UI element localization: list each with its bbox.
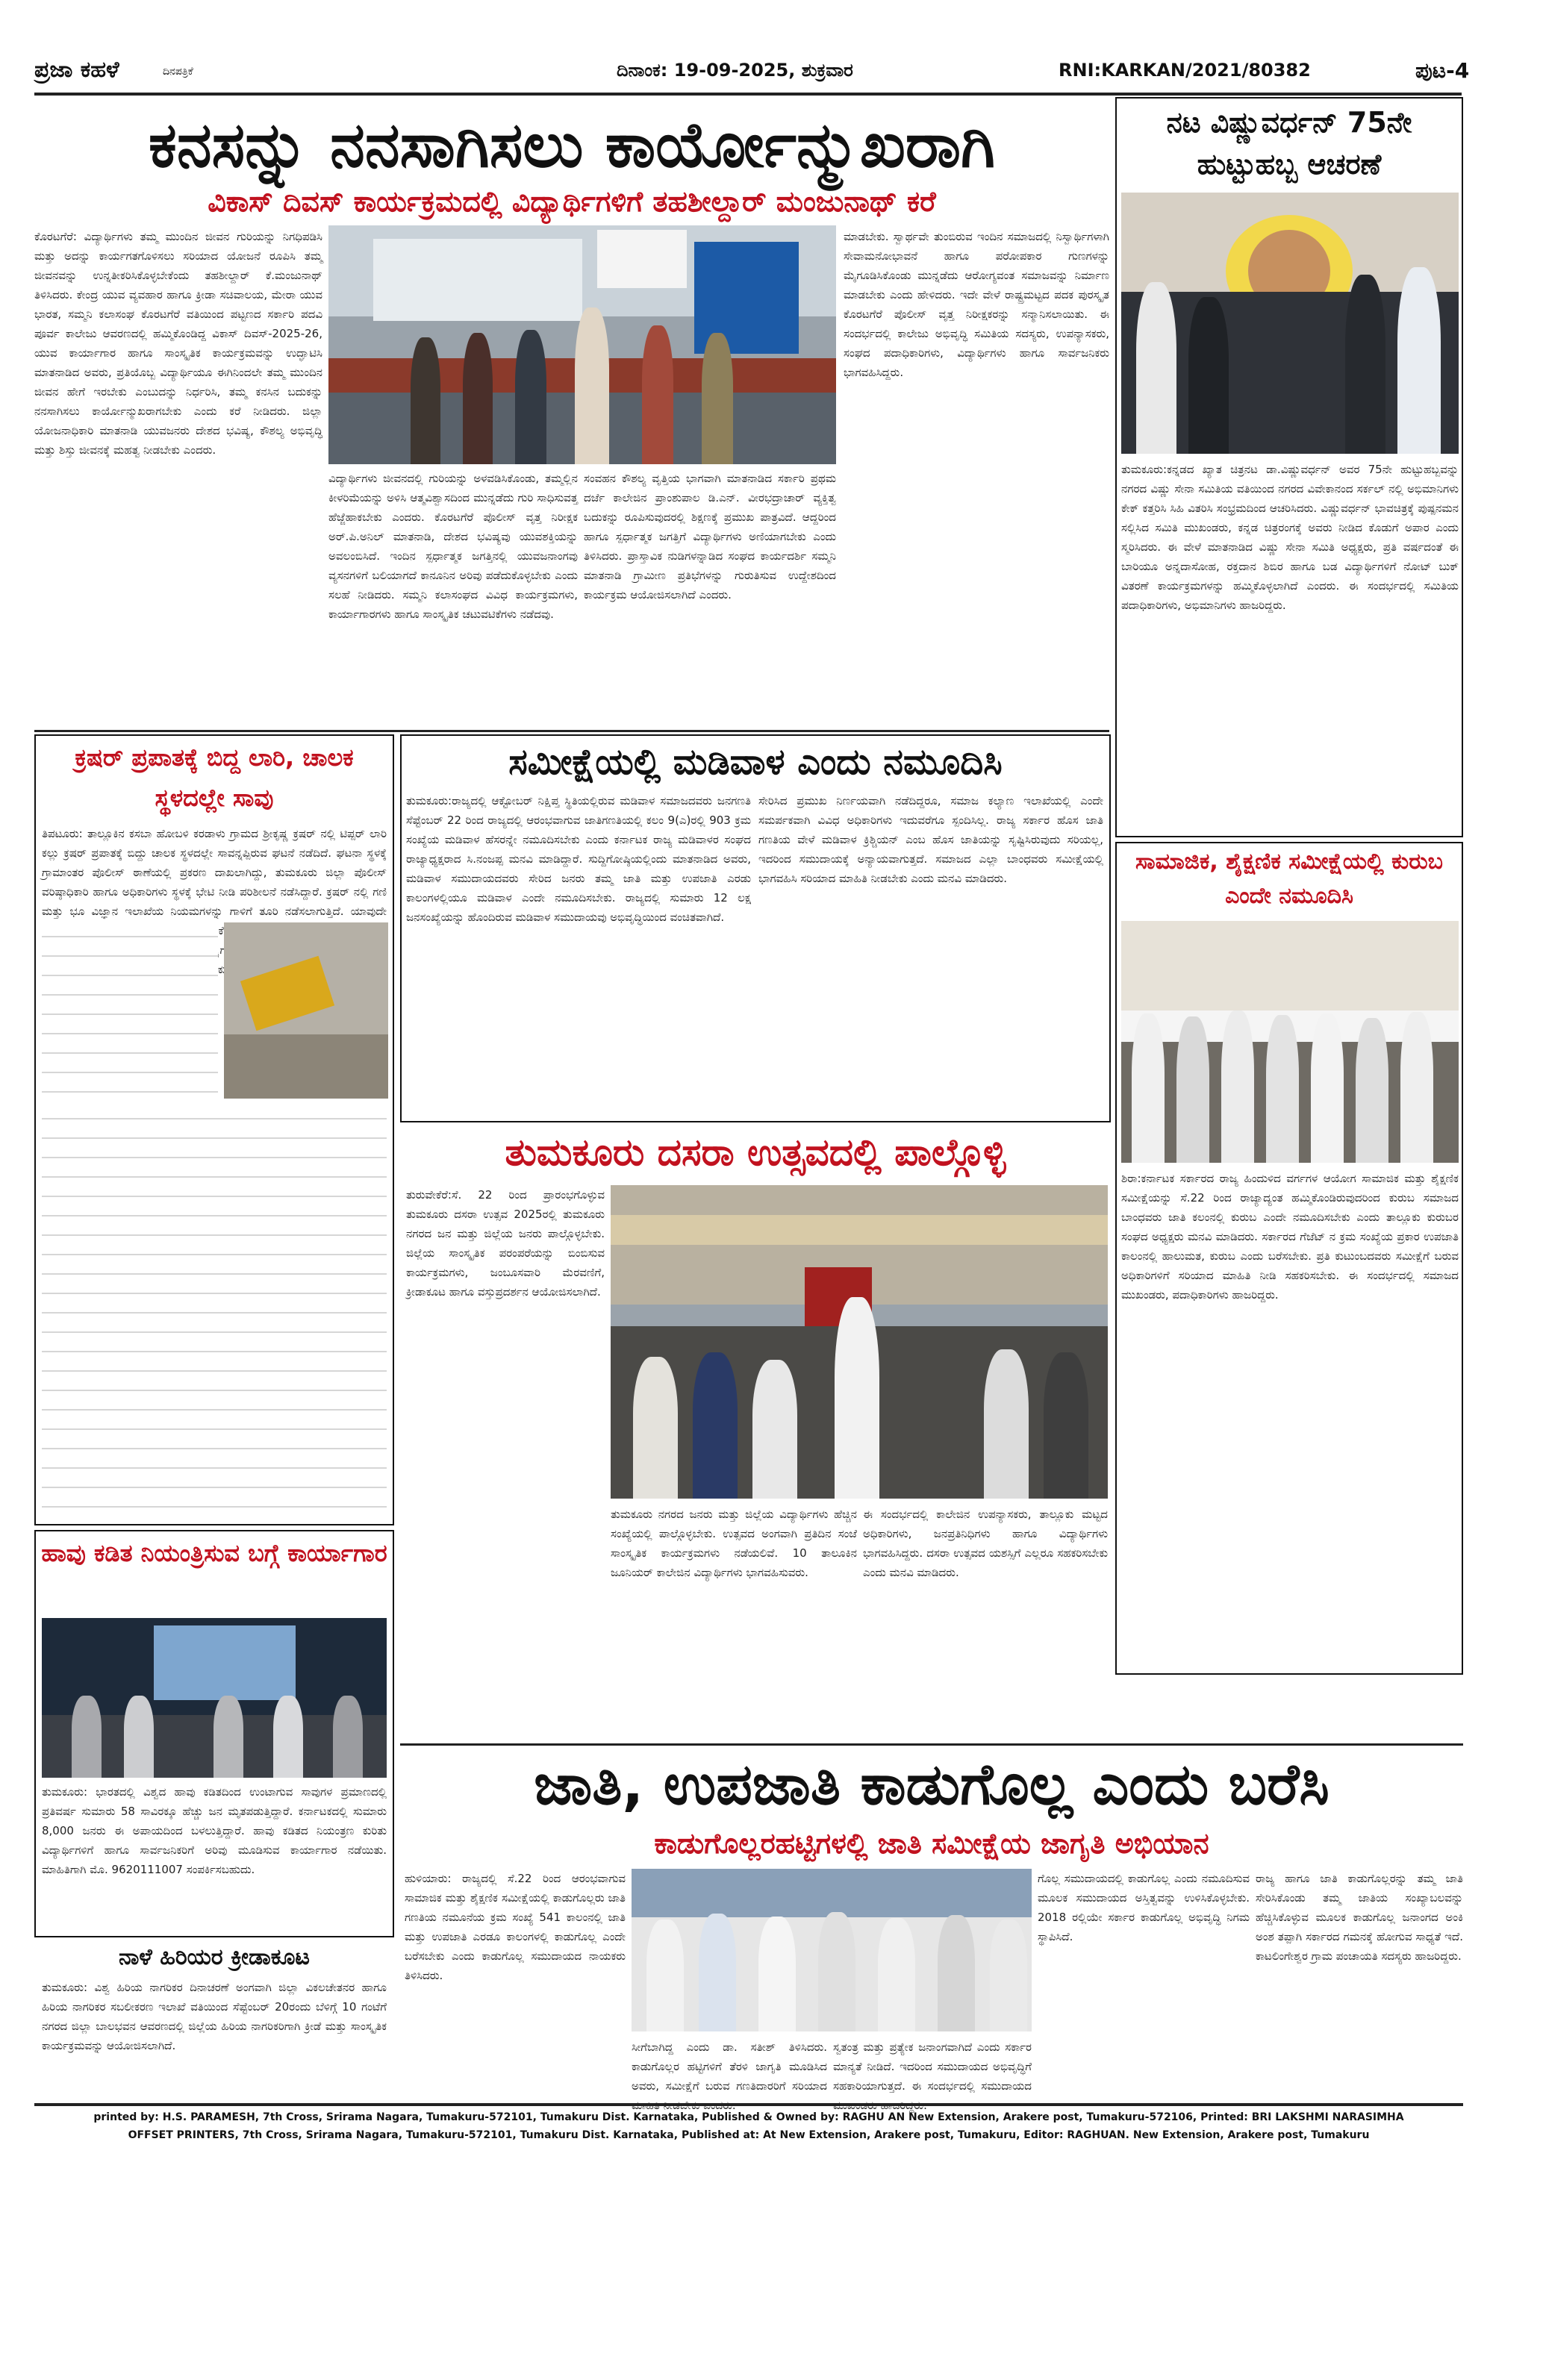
kadugolla-column-1: ಹುಳಿಯಾರು: ರಾಜ್ಯದಲ್ಲಿ ಸೆ.22 ರಿಂದ ಆರಂಭವಾಗುವ ಸಾಮಾಜಿಕ ಮತ್ತು ಶೈಕ್ಷಣಿಕ ಸಮೀಕ್ಷೆಯಲ್ಲಿ ಕಾಡುಗೊಲ್ಲರು ಜಾತಿ ಗಣತಿಯ ನಮೂನೆಯ ಕ್ರಮ ಸಂಖ್ಯೆ 541 ಕಾಲಂನಲ್ಲಿ ಜಾತಿ ಮತ್ತು ಉಪಜಾತಿ ಎರಡೂ ಕಾಲಂಗಳಲ್ಲಿ ಕಾಡುಗೊಲ್ಲ ಎಂದೇ ಬರೆಸಬೇಕು ಎಂದು ಕಾಡುಗೊಲ್ಲ ಸಮುದಾಯದ ನಾಯಕರು ತಿಳಿಸಿದರು. [405,1872,626,1982]
kadugolla-column-4: ಗೊಲ್ಲ ಸಮುದಾಯದಲ್ಲಿ ಕಾಡುಗೊಲ್ಲ ಎಂದು ನಮೂದಿಸುವ ಮೂಲಕ ಸಮುದಾಯದ ಅಸ್ತಿತ್ವವನ್ನು ಉಳಿಸಿಕೊಳ್ಳಬೇಕು. 2018 ರಲ್ಲಿಯೇ ಸರ್ಕಾರ ಕಾಡುಗೊಲ್ಲ ಅಭಿವೃದ್ಧಿ ನಿಗಮ ಸ್ಥಾಪಿಸಿದೆ. [1038,1872,1250,1943]
page-number: ಪುಟ-4 [1415,58,1470,83]
imprint-line-2: OFFSET PRINTERS, 7th Cross, Srirama Nagara, Tumakuru-572101, Tumakuru Dist. Karnataka, Published at: At New Extension, Arakere post, Tumakuru, Editor: RAGHUAN. New Extension, Arakere post, Tumakuru [128,2129,1370,2141]
kuruba-headline: ಸಾಮಾಜಿಕ, ಶೈಕ್ಷಣಿಕ ಸಮೀಕ್ಷೆಯಲ್ಲಿ ಕುರುಬ ಎಂದೇ ನಮೂದಿಸಿ [1135,849,1443,909]
lead-column-3: ಸಂವಹನ ಕೌಶಲ್ಯ ವೃತ್ತಿಯ ಭಾಗವಾಗಿ ಮಾತನಾಡಿದ ಸರ್ಕಾರಿ ಪ್ರಥಮ ದರ್ಜೆ ಕಾಲೇಜಿನ ಪ್ರಾಂಶುಪಾಲ ಡಿ.ಎನ್. ವೀರಭದ್ರಾಚಾರ್ ವ್ಯಕ್ತಿತ್ವ ಬದುಕನ್ನು ರೂಪಿಸುವುದರಲ್ಲಿ ಶಿಕ್ಷಣಕ್ಕೆ ಪ್ರಮುಖ ಪಾತ್ರವಿದೆ. ಆದ್ದರಿಂದ ಹಾಗೂ ಸ್ಪರ್ಧಾತ್ಮಕ ಜಗತ್ತಿಗೆ ವಿದ್ಯಾರ್ಥಿಗಳು ಅಣಿಯಾಗಬೇಕು ಎಂದು ತಿಳಿಸಿದರು. ಪ್ರಾಸ್ತಾವಿಕ ನುಡಿಗಳನ್ನಾಡಿದ ಸಂಘದ ಕಾರ್ಯದರ್ಶಿ ಸಮ್ಮನಿ ಮಾತನಾಡಿ ಗ್ರಾಮೀಣ ಪ್ರತಿಭೆಗಳನ್ನು ಗುರುತಿಸುವ ಉದ್ದೇಶದಿಂದ ಕಾರ್ಯಕ್ರಮ ಆಯೋಜಿಸಲಾಗಿದೆ ಎಂದರು. [584,472,836,602]
snake-body: ತುಮಕೂರು: ಭಾರತದಲ್ಲಿ ವಿಶ್ವದ ಹಾವು ಕಡಿತದಿಂದ ಉಂಟಾಗುವ ಸಾವುಗಳ ಪ್ರಮಾಣದಲ್ಲಿ ಪ್ರತಿವರ್ಷ ಸುಮಾರು 58 ಸಾವಿರಕ್ಕೂ ಹೆಚ್ಚು ಜನ ಮೃತಪಡುತ್ತಿದ್ದಾರೆ. ಕರ್ನಾಟಕದಲ್ಲಿ ಸುಮಾರು 8,000 ಜನರು ಈ ಅಪಾಯದಿಂದ ಬಳಲುತ್ತಿದ್ದಾರೆ. ಹಾವು ಕಡಿತದ ನಿಯಂತ್ರಣ ಕುರಿತು ವಿದ್ಯಾರ್ಥಿಗಳಿಗೆ ಹಾಗೂ ಸಾರ್ವಜನಿಕರಿಗೆ ಅರಿವು ಮೂಡಿಸುವ ಕಾರ್ಯಾಗಾರ ನಡೆಯಿತು. ಮಾಹಿತಿಗಾಗಿ ಮೊ. 9620111007 ಸಂಪರ್ಕಿಸಬಹುದು. [42,1785,387,1876]
kadugolla-top-divider [400,1743,1463,1746]
crusher-body-top: ತಿಪಟೂರು: ತಾಲ್ಲೂಕಿನ ಕಸಬಾ ಹೋಬಳಿ ಕರಡಾಳು ಗ್ರಾಮದ ಶ್ರೀಕೃಷ್ಣ ಕ್ರಷರ್ ನಲ್ಲಿ ಟಿಪ್ಪರ್ ಲಾರಿ ಕಲ್ಲು ಕ್ರಷರ್ ಪ್ರಪಾತಕ್ಕೆ ಬಿದ್ದು ಚಾಲಕ ಸ್ಥಳದಲ್ಲೇ ಸಾವನ್ನಪ್ಪಿರುವ ಘಟನೆ ನಡೆದಿದೆ. ಘಟನಾ ಸ್ಥಳಕ್ಕೆ ಗ್ರಾಮಾಂತರ ಪೊಲೀಸ್ ಠಾಣೆಯಲ್ಲಿ ಪ್ರಕರಣ ದಾಖಲಾಗಿದ್ದು, ತುಮಕೂರು ಜಿಲ್ಲಾ ಪೊಲೀಸ್ ವರಿಷ್ಠಾಧಿಕಾರಿ ಹಾಗೂ ಅಧಿಕಾರಿಗಳು ಸ್ಥಳಕ್ಕೆ ಭೇಟಿ ನೀಡಿ ಪರಿಶೀಲನೆ ನಡೆಸಿದ್ದಾರೆ. ಕ್ರಷರ್ ನಲ್ಲಿ ಗಣಿ ಮತ್ತು ಭೂ ವಿಜ್ಞಾನ ಇಲಾಖೆಯ ನಿಯಮಗಳನ್ನು ಗಾಳಿಗೆ ತೂರಿ ನಡೆಸಲಾಗುತ್ತಿದೆ. ಯಾವುದೇ [42,827,387,918]
paper-name: ಪ್ರಜಾ ಕಹಳೆ [34,57,119,83]
kadugolla-column-3: ಸ್ವತಂತ್ರ ಮತ್ತು ಪ್ರತ್ಯೇಕ ಜನಾಂಗವಾಗಿದೆ ಎಂದು ಸರ್ಕಾರ ಮಾನ್ಯತೆ ನೀಡಿದೆ. ಇದರಿಂದ ಸಮುದಾಯದ ಅಭಿವೃದ್ಧಿಗೆ ಸಹಕಾರಿಯಾಗುತ್ತದೆ. ಈ ಸಂದರ್ಭದಲ್ಲಿ ಸಮುದಾಯದ [833,2040,1032,2093]
rni-number: RNI:KARKAN/2021/80382 [1059,60,1311,81]
kadugolla-column-5: ರಾಜ್ಯ ಹಾಗೂ ಜಾತಿ ಕಾಡುಗೊಲ್ಲರನ್ನು ತಮ್ಮ ಜಾತಿ ಸೇರಿಸಿಕೊಂಡು ತಮ್ಮ ಜಾತಿಯ ಸಂಖ್ಯಾಬಲವನ್ನು ಹೆಚ್ಚಿಸಿಕೊಳ್ಳುವ ಮೂಲಕ ಕಾಡುಗೊಲ್ಲ ಜನಾಂಗದ ಅಂಕಿ ಅಂಶ ತಪ್ಪಾಗಿ ಸರ್ಕಾರದ ಗಮನಕ್ಕೆ ಹೋಗುವ ಸಾಧ್ಯತೆ ಇದೆ. ಕಾಟಲಿಂಗೇಶ್ವರ ಗ್ರಾಮ ಪಂಚಾಯತಿ ಸದಸ್ಯರು ಹಾಜರಿದ್ದರು. [1256,1872,1463,1963]
lead-headline: ಕನಸನ್ನು ನನಸಾಗಿಸಲು ಕಾರ್ಯೋನ್ಮುಖರಾಗಿ [149,108,995,181]
crusher-body-bottom [42,1105,387,1521]
issue-date: ದಿನಾಂಕ: 19-09-2025, ಶುಕ್ರವಾರ [617,60,853,81]
dasara-column-3: ಈ ಸಂದರ್ಭದಲ್ಲಿ ಕಾಲೇಜಿನ ಉಪನ್ಯಾಸಕರು, ತಾಲ್ಲೂಕು ಮಟ್ಟದ ಅಧಿಕಾರಿಗಳು, ಜನಪ್ರತಿನಿಧಿಗಳು ಹಾಗೂ ವಿದ್ಯಾರ್ಥಿಗಳು ಭಾಗವಹಿಸಿದ್ದರು. ದಸರಾ ಉತ್ಸವದ ಯಶಸ್ಸಿಗೆ ಎಲ್ಲರೂ ಸಹಕರಿಸಬೇಕು ಎಂದು ಮನವಿ ಮಾಡಿದರು. [863,1508,1108,1579]
footer-divider [34,2103,1463,2106]
snake-headline: ಹಾವು ಕಡಿತ ನಿಯಂತ್ರಿಸುವ ಬಗ್ಗೆ ಕಾರ್ಯಾಗಾರ [41,1539,387,1567]
lead-column-4: ಮಾಡಬೇಕು. ಸ್ವಾರ್ಥವೇ ತುಂಬಿರುವ ಇಂದಿನ ಸಮಾಜದಲ್ಲಿ ನಿಸ್ವಾರ್ಥಿಗಳಾಗಿ ಸೇವಾಮನೋಭಾವನೆ ಹಾಗೂ ಪರೋಪಕಾರ ಗುಣಗಳನ್ನು ಮೈಗೂಡಿಸಿಕೊಂಡು ಮುನ್ನಡೆದು ಆರೋಗ್ಯವಂತ ಸಮಾಜವನ್ನು ನಿರ್ಮಾಣ ಮಾಡಬೇಕು ಎಂದು ಹೇಳಿದರು. ಇದೇ ವೇಳೆ ರಾಷ್ಟ್ರಮಟ್ಟದ ಪದಕ ಪುರಸ್ಕೃತ ಕೊರಟಗೆರೆ ಪೊಲೀಸ್ ವೃತ್ತ ನಿರೀಕ್ಷಕರನ್ನು ಸನ್ಮಾನಿಸಲಾಯಿತು. ಈ ಸಂದರ್ಭದಲ್ಲಿ ಕಾಲೇಜು ಅಭಿವೃದ್ಧಿ ಸಮಿತಿಯ ಸದಸ್ಯರು, ಉಪನ್ಯಾಸಕರು, ಸಂಘದ ಪದಾಧಿಕಾರಿಗಳು, ವಿದ್ಯಾರ್ಥಿಗಳು ಹಾಗೂ ಸಾರ್ವಜನಿಕರು ಭಾಗವಹಿಸಿದ್ದರು. [844,230,1109,379]
masthead [34,54,1470,91]
kadugolla-column-2: ಸೀಗೆಬಾಗಿದ್ದ ಎಂದು ಡಾ. ಸತೀಶ್ ತಿಳಿಸಿದರು. ಕಾಡುಗೊಲ್ಲರ ಹಟ್ಟಿಗಳಿಗೆ ತೆರಳಿ ಜಾಗೃತಿ ಮೂಡಿಸಿದ ಅವರು, ಸಮೀಕ್ಷೆಗೆ ಬರುವ ಗಣತಿದಾರರಿಗೆ ಸರಿಯಾದ [632,2040,827,2093]
masthead-divider [34,93,1462,96]
lead-column-1: ಕೊರಟಗೆರೆ: ವಿದ್ಯಾರ್ಥಿಗಳು ತಮ್ಮ ಮುಂದಿನ ಜೀವನ ಗುರಿಯನ್ನು ನಿಗಧಿಪಡಿಸಿ ಮತ್ತು ಅದನ್ನು ಕಾರ್ಯಗತಗೊಳಿಸಲು ಸರಿಯಾದ ಯೋಜನೆ ರೂಪಿಸಿ ತಮ್ಮ ಜೀವನವನ್ನು ಉನ್ನತೀಕರಿಸಿಕೊಳ್ಳಬೇಕೆಂದು ತಹಶೀಲ್ದಾರ್ ಕೆ.ಮಂಜುನಾಥ್ ತಿಳಿಸಿದರು. ಕೇಂದ್ರ ಯುವ ವ್ಯವಹಾರ ಹಾಗೂ ಕ್ರೀಡಾ ಸಚಿವಾಲಯ, ಮೇರಾ ಯುವ ಭಾರತ, ಸಮ್ಮನಿ ಕಲಾಸಂಘ ಕೊರಟಗೆರೆ ವತಿಯಿಂದ ಪಟ್ಟಣದ ಸರ್ಕಾರಿ ಪದವಿ ಪೂರ್ವ ಕಾಲೇಜು ಆವರಣದಲ್ಲಿ ಹಮ್ಮಿಕೊಂಡಿದ್ದ ವಿಕಾಸ್ ದಿವಸ್-2025-26, ಯುವ ಕಾರ್ಯಾಗಾರ ಹಾಗೂ ಸಾಂಸ್ಕೃತಿಕ ಕಾರ್ಯಕ್ರಮವನ್ನು ಉದ್ಘಾಟಿಸಿ ಮಾತನಾಡಿದ ಅವರು, ಪ್ರತಿಯೊಬ್ಬ ವಿದ್ಯಾರ್ಥಿಯೂ ಈಗಿನಿಂದಲೇ ತಮ್ಮ ಮುಂದಿನ ಜೀವನ ಹೇಗೆ ಇರಬೇಕು ಎಂಬುದನ್ನು ನಿರ್ಧರಿಸಿ, ತಮ್ಮ ಕನಸಿನ ಬದುಕನ್ನು ನನಸಾಗಿಸಲು ಕಾರ್ಯೋನ್ಮುಖರಾಗಬೇಕು ಎಂದು ಕರೆ ನೀಡಿದರು. ಜಿಲ್ಲಾ ಯೋಜನಾಧಿಕಾರಿ ಮಾತನಾಡಿ ಯುವಜನರು ದೇಶದ ಭವಿಷ್ಯ, ಕೌಶಲ್ಯ ಅಭಿವೃದ್ಧಿ ಮತ್ತು ಶಿಸ್ತು ಜೀವನಕ್ಕೆ ಮಹತ್ವ ನೀಡಬೇಕು ಎಂದರು. [34,230,322,457]
kadugolla-subheadline: ಕಾಡುಗೊಲ್ಲರಹಟ್ಟಿಗಳಲ್ಲಿ ಜಾತಿ ಸಮೀಕ್ಷೆಯ ಜಾಗೃತಿ ಅಭಿಯಾನ [654,1827,1209,1860]
kadugolla-headline: ಜಾತಿ, ಉಪಜಾತಿ ಕಾಡುಗೊಲ್ಲ ಎಂದು ಬರೆಸಿ [534,1751,1330,1817]
kadugolla-photo [632,1869,1032,2031]
madivala-headline: ಸಮೀಕ್ಷೆಯಲ್ಲಿ ಮಡಿವಾಳ ಎಂದು ನಮೂದಿಸಿ [508,741,1003,783]
dasara-photo [611,1185,1108,1499]
lead-subheadline: ವಿಕಾಸ್ ದಿವಸ್ ಕಾರ್ಯಕ್ರಮದಲ್ಲಿ ವಿದ್ಯಾರ್ಥಿಗಳಿಗೆ ತಹಶೀಲ್ದಾರ್ ಮಂಜುನಾಥ್ ಕರೆ [208,185,936,218]
crusher-photo [224,922,388,1099]
crusher-headline: ಕ್ರಷರ್ ಪ್ರಪಾತಕ್ಕೆ ಬಿದ್ದ ಲಾರಿ, ಚಾಲಕ ಸ್ಥಳದಲ್ಲೇ ಸಾವು [75,743,354,812]
sports-headline: ನಾಳೆ ಹಿರಿಯರ ಕ್ರೀಡಾಕೂಟ [119,1944,310,1970]
imprint-line-1: printed by: H.S. PARAMESH, 7th Cross, Srirama Nagara, Tumakuru-572101, Tumakuru Dist. Karnataka, Published & Owned by: RAGHU AN New Extension, Arakere post, Tumakuru-572106, Printed: BRI LAKSHMI NARASIMHA [93,2111,1404,2123]
vishnuvardhan-photo [1121,193,1459,454]
dasara-column-1: ತುರುವೇಕೆರೆ:ಸೆ. 22 ರಿಂದ ಪ್ರಾರಂಭಗೊಳ್ಳುವ ತುಮಕೂರು ದಸರಾ ಉತ್ಸವ 2025ರಲ್ಲಿ ತುಮಕೂರು ನಗರದ ಜನ ಮತ್ತು ಜಿಲ್ಲೆಯ ಜನರು ಪಾಲ್ಗೊಳ್ಳಬೇಕು. ಜಿಲ್ಲೆಯ ಸಾಂಸ್ಕೃತಿಕ ಪರಂಪರೆಯನ್ನು ಬಿಂಬಿಸುವ ಕಾರ್ಯಕ್ರಮಗಳು, ಜಂಬೂಸವಾರಿ ಮೆರವಣಿಗೆ, ಕ್ರೀಡಾಕೂಟ ಹಾಗೂ ವಸ್ತುಪ್ರದರ್ಶನ ಆಯೋಜಿಸಲಾಗಿದೆ. [406,1188,605,1299]
kuruba-photo [1121,921,1459,1163]
crusher-body-side [42,922,218,1099]
dasara-column-2: ತುಮಕೂರು ನಗರದ ಜನರು ಮತ್ತು ಜಿಲ್ಲೆಯ ವಿದ್ಯಾರ್ಥಿಗಳು ಹೆಚ್ಚಿನ ಸಂಖ್ಯೆಯಲ್ಲಿ ಪಾಲ್ಗೊಳ್ಳಬೇಕು. ಉತ್ಸವದ ಅಂಗವಾಗಿ ಪ್ರತಿದಿನ ಸಂಜೆ ಸಾಂಸ್ಕೃತಿಕ ಕಾರ್ಯಕ್ರಮಗಳು ನಡೆಯಲಿವೆ. 10 ತಾಲೂಕಿನ ಜೂನಿಯರ್ ಕಾಲೇಜಿನ ವಿದ್ಯಾರ್ಥಿಗಳು ಭಾಗವಹಿಸುವರು. [611,1508,857,1579]
snake-photo [42,1618,387,1778]
sports-body: ತುಮಕೂರು: ವಿಶ್ವ ಹಿರಿಯ ನಾಗರಿಕರ ದಿನಾಚರಣೆ ಅಂಗವಾಗಿ ಜಿಲ್ಲಾ ವಿಕಲಚೇತನರ ಹಾಗೂ ಹಿರಿಯ ನಾಗರಿಕರ ಸಬಲೀಕರಣ ಇಲಾಖೆ ವತಿಯಿಂದ ಸೆಪ್ಟೆಂಬರ್ 20ರಂದು ಬೆಳಿಗ್ಗೆ 10 ಗಂಟೆಗೆ ನಗರದ ಜಿಲ್ಲಾ ಬಾಲಭವನ ಆವರಣದಲ್ಲಿ ಜಿಲ್ಲೆಯ ಹಿರಿಯ ನಾಗರಿಕರಿಗಾಗಿ ಕ್ರೀಡೆ ಮತ್ತು ಸಾಂಸ್ಕೃತಿಕ ಕಾರ್ಯಕ್ರಮವನ್ನು ಆಯೋಜಿಸಲಾಗಿದೆ. [42,1981,387,2052]
lead-bottom-divider [34,730,1109,732]
madivala-column-2: ಸೇರಿಸಿದ ಪ್ರಮುಖ ನಿರ್ಣಯವಾಗಿ ನಡೆದಿದ್ದರೂ, ಸಮಾಜ ಕಲ್ಯಾಣ ಇಲಾಖೆಯಲ್ಲಿ ಎಂದೇ ಸಮರ್ಪಕವಾಗಿ ವಿವಿಧ ಅಧಿಕಾರಿಗಳು ಇದುವರೆಗೂ ಸ್ಪಂದಿಸಿಲ್ಲ. ರಾಜ್ಯ ಸರ್ಕಾರ ಹೊಸ ಜಾತಿ ಗಣತಿಯ ವೇಳೆ ಮಡಿವಾಳ ಕ್ರಿಶ್ಚಿಯನ್ ಎಂಬ ಹೊಸ ಜಾತಿಯನ್ನು ಸೃಷ್ಟಿಸಿರುವುದು ಸರಿಯಲ್ಲ, ಇದರಿಂದ ಸಮುದಾಯಕ್ಕೆ ಅನ್ಯಾಯವಾಗುತ್ತದೆ. ಸಮಾಜದ ಎಲ್ಲಾ ಬಾಂಧವರು ಸಮೀಕ್ಷೆಯಲ್ಲಿ ಭಾಗವಹಿಸಿ ಸರಿಯಾದ ಮಾಹಿತಿ ನೀಡಬೇಕು ಎಂದು ಮನವಿ ಮಾಡಿದರು. [758,794,1103,885]
dasara-headline: ತುಮಕೂರು ದಸರಾ ಉತ್ಸವದಲ್ಲಿ ಪಾಲ್ಗೊಳ್ಳಿ [505,1131,1006,1174]
vishnuvardhan-body: ತುಮಕೂರು:ಕನ್ನಡದ ಖ್ಯಾತ ಚಿತ್ರನಟ ಡಾ.ವಿಷ್ಣುವರ್ಧನ್ ಅವರ 75ನೇ ಹುಟ್ಟುಹಬ್ಬವನ್ನು ನಗರದ ವಿಷ್ಣು ಸೇನಾ ಸಮಿತಿಯ ವತಿಯಿಂದ ನಗರದ ವಿವೇಕಾನಂದ ಸರ್ಕಲ್ ನಲ್ಲಿ ಅಭಿಮಾನಿಗಳು ಕೇಕ್ ಕತ್ತರಿಸಿ ಸಿಹಿ ವಿತರಿಸಿ ಸಂಭ್ರಮದಿಂದ ಆಚರಿಸಿದರು. ವಿಷ್ಣುವರ್ಧನ್ ಭಾವಚಿತ್ರಕ್ಕೆ ಪುಷ್ಪನಮನ ಸಲ್ಲಿಸಿದ ಸಮಿತಿ ಮುಖಂಡರು, ಕನ್ನಡ ಚಿತ್ರರಂಗಕ್ಕೆ ಅವರು ನೀಡಿದ ಕೊಡುಗೆ ಅಪಾರ ಎಂದು ಸ್ಮರಿಸಿದರು. ಈ ವೇಳೆ ಮಾತನಾಡಿದ ವಿಷ್ಣು ಸೇನಾ ಸಮಿತಿ ಅಧ್ಯಕ್ಷರು, ಪ್ರತಿ ವರ್ಷದಂತೆ ಈ ಬಾರಿಯೂ ಅನ್ನದಾಸೋಹ, ರಕ್ತದಾನ ಶಿಬಿರ ಹಾಗೂ ಬಡ ವಿದ್ಯಾರ್ಥಿಗಳಿಗೆ ನೋಟ್ ಬುಕ್ ವಿತರಣೆ ಕಾರ್ಯಕ್ರಮಗಳನ್ನು ಹಮ್ಮಿಕೊಳ್ಳಲಾಗಿದೆ ಎಂದರು. ಈ ಸಂದರ್ಭದಲ್ಲಿ ಸಮಿತಿಯ ಪದಾಧಿಕಾರಿಗಳು, ಅಭಿಮಾನಿಗಳು ಹಾಜರಿದ್ದರು. [1121,463,1459,612]
paper-tag: ದಿನಪತ್ರಿಕೆ [163,66,193,78]
lead-column-2: ವಿದ್ಯಾರ್ಥಿಗಳು ಜೀವನದಲ್ಲಿ ಗುರಿಯನ್ನು ಅಳವಡಿಸಿಕೊಂಡು, ತಮ್ಮಲ್ಲಿನ ಕೀಳರಿಮೆಯನ್ನು ಅಳಿಸಿ ಆತ್ಮವಿಶ್ವಾಸದಿಂದ ಮುನ್ನಡೆದು ಗುರಿ ಸಾಧಿಸುವತ್ತ ಹೆಜ್ಜೆಹಾಕಬೇಕು ಎಂದರು. ಕೊರಟಗೆರೆ ಪೊಲೀಸ್ ವೃತ್ತ ನಿರೀಕ್ಷಕ ಅರ್.ಪಿ.ಅನಿಲ್ ಮಾತನಾಡಿ, ದೇಶದ ಭವಿಷ್ಯವು ಯುವಶಕ್ತಿಯನ್ನು ಅವಲಂಬಿಸಿದೆ. ಇಂದಿನ ಸ್ಪರ್ಧಾತ್ಮಕ ಜಗತ್ತಿನಲ್ಲಿ ಯುವಜನಾಂಗವು ವ್ಯಸನಗಳಿಗೆ ಬಲಿಯಾಗದೆ ಕಾನೂನಿನ ಅರಿವು ಪಡೆದುಕೊಳ್ಳಬೇಕು ಎಂದು ಸಲಹೆ ನೀಡಿದರು. ಸಮ್ಮನಿ ಕಲಾಸಂಘದ ವಿವಿಧ ಕಾರ್ಯಕ್ರಮಗಳು, ಕಾರ್ಯಾಗಾರಗಳು ಹಾಗೂ ಸಾಂಸ್ಕೃತಿಕ ಚಟುವಟಿಕೆಗಳು ನಡೆದವು. [328,472,578,621]
vishnuvardhan-headline: ನಟ ವಿಷ್ಣುವರ್ಧನ್ 75ನೇ ಹುಟ್ಟುಹಬ್ಬ ಆಚರಣೆ [1166,106,1412,181]
lead-photo [328,225,836,464]
madivala-column-1: ತುಮಕೂರು:ರಾಜ್ಯದಲ್ಲಿ ಆಕ್ಟೋಬರ್ ನಿಕ್ಷಿಪ್ತ ಸ್ಥಿತಿಯಲ್ಲಿರುವ ಮಡಿವಾಳ ಸಮಾಜದವರು ಜನಗಣತಿ ಸೆಪ್ಟೆಂಬರ್ 22 ರಿಂದ ರಾಜ್ಯದಲ್ಲಿ ಆರಂಭವಾಗುವ ಜಾತಿಗಣತಿಯಲ್ಲಿ ಕಲಂ 9(ಎ)ರಲ್ಲಿ 903 ಕ್ರಮ ಸಂಖ್ಯೆಯ ಮಡಿವಾಳ ಹೆಸರನ್ನೇ ನಮೂದಿಸಬೇಕು ಎಂದು ಕರ್ನಾಟಕ ರಾಜ್ಯ ಮಡಿವಾಳರ ಸಂಘದ ರಾಜ್ಯಾಧ್ಯಕ್ಷರಾದ ಸಿ.ನಂಜಪ್ಪ ಮನವಿ ಮಾಡಿದ್ದಾರೆ. ಸುದ್ದಿಗೋಷ್ಠಿಯಲ್ಲಿಂದು ಮಾತನಾಡಿದ ಅವರು, ಮಡಿವಾಳ ಸಮುದಾಯದವರು ಸೇರಿದ ಜನರು ತಮ್ಮ ಜಾತಿ ಮತ್ತು ಉಪಜಾತಿ ಎರಡು ಕಾಲಂಗಳಲ್ಲಿಯೂ ಮಡಿವಾಳ ಎಂದೇ ನಮೂದಿಸಬೇಕು. ರಾಜ್ಯದಲ್ಲಿ ಸುಮಾರು 12 ಲಕ್ಷ ಜನಸಂಖ್ಯೆಯನ್ನು ಹೊಂದಿರುವ ಮಡಿವಾಳ ಸಮುದಾಯವು ಅಭಿವೃದ್ಧಿಯಿಂದ ವಂಚಿತವಾಗಿದೆ. [406,794,751,924]
kuruba-body: ಶಿರಾ:ಕರ್ನಾಟಕ ಸರ್ಕಾರದ ರಾಜ್ಯ ಹಿಂದುಳಿದ ವರ್ಗಗಳ ಆಯೋಗ ಸಾಮಾಜಿಕ ಮತ್ತು ಶೈಕ್ಷಣಿಕ ಸಮೀಕ್ಷೆಯನ್ನು ಸೆ.22 ರಿಂದ ರಾಜ್ಯಾದ್ಯಂತ ಹಮ್ಮಿಕೊಂಡಿರುವುದರಿಂದ ಕುರುಬ ಸಮಾಜದ ಬಾಂಧವರು ಜಾತಿ ಕಲಂನಲ್ಲಿ ಕುರುಬ ಎಂದೇ ನಮೂದಿಸಬೇಕು ಎಂದು ತಾಲ್ಲೂಕು ಕುರುಬರ ಸಂಘದ ಅಧ್ಯಕ್ಷರು ಮನವಿ ಮಾಡಿದರು. ಸರ್ಕಾರದ ಗೆಜೆಟ್ ನ ಕ್ರಮ ಸಂಖ್ಯೆಯ ಪ್ರಕಾರ ಉಪಜಾತಿ ಕಾಲಂನಲ್ಲಿ ಹಾಲುಮತ, ಕುರುಬ ಎಂದು ಬರೆಸಬೇಕು. ಪ್ರತಿ ಕುಟುಂಬದವರು ಸಮೀಕ್ಷೆಗೆ ಬರುವ ಅಧಿಕಾರಿಗಳಿಗೆ ಸರಿಯಾದ ಮಾಹಿತಿ ನೀಡಿ ಸಹಕರಿಸಬೇಕು. ಈ ಸಂದರ್ಭದಲ್ಲಿ ಸಮಾಜದ ಮುಖಂಡರು, ಪದಾಧಿಕಾರಿಗಳು ಹಾಜರಿದ್ದರು. [1121,1172,1459,1302]
